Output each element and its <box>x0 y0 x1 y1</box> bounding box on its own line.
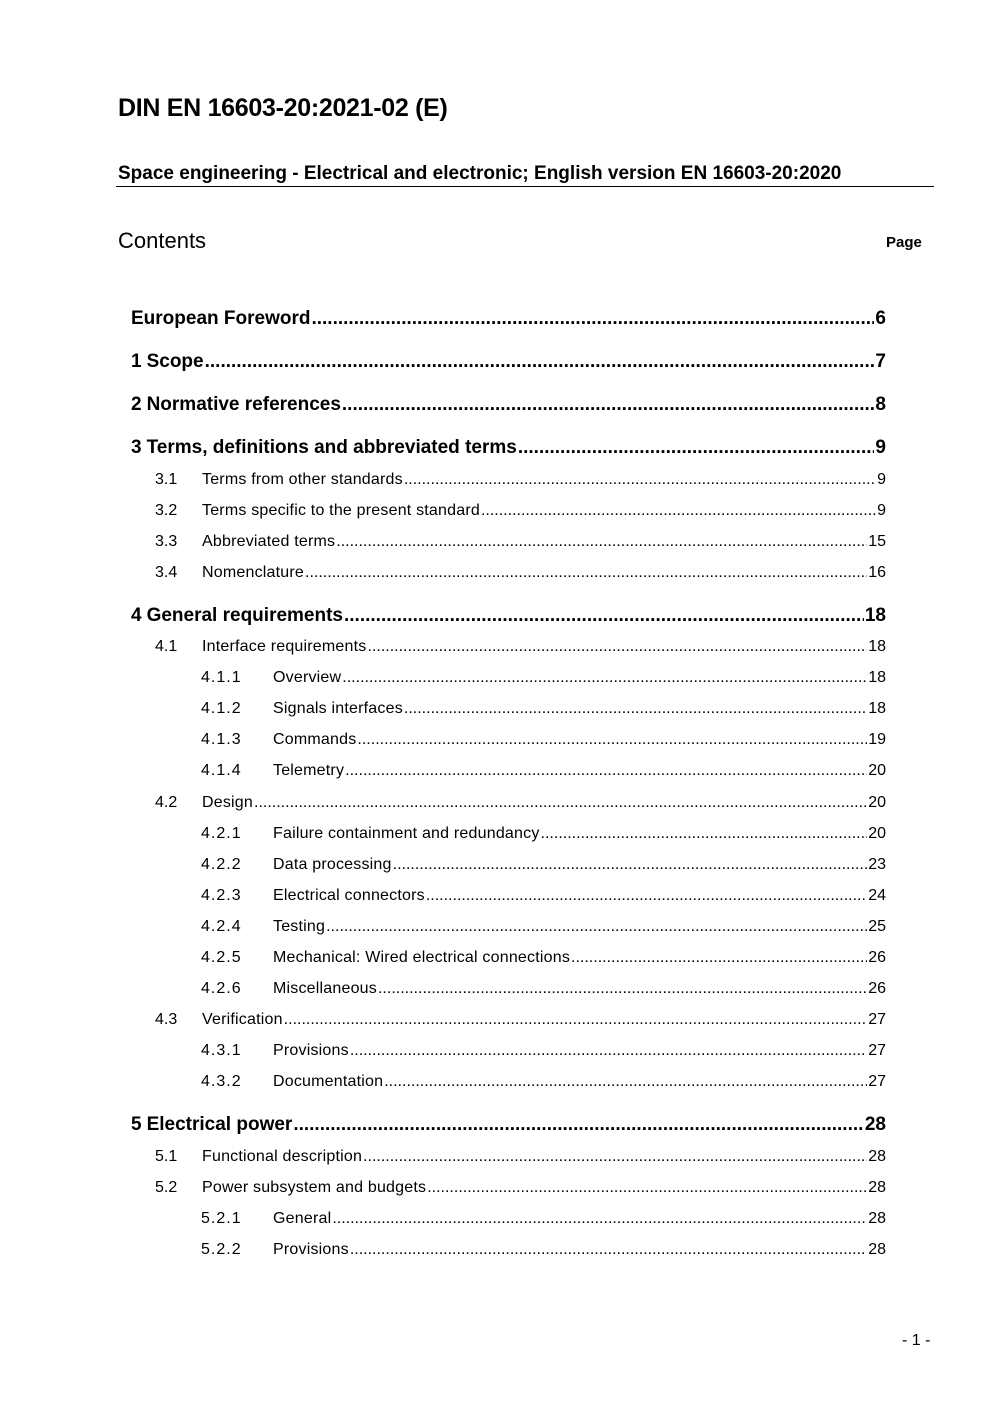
toc-entry-title: Power subsystem and budgets <box>202 1179 427 1196</box>
toc-dot-leader <box>293 1114 864 1136</box>
toc-entry-page: 18 <box>868 669 886 686</box>
toc-entry-page: 7 <box>875 351 886 372</box>
toc-entry-title: Mechanical: Wired electrical connections <box>273 949 571 966</box>
toc-entry-number: 4.2.2 <box>201 856 242 873</box>
toc-entry-number: 3.1 <box>155 471 178 488</box>
toc-entry-page: 15 <box>868 533 886 550</box>
toc-entry[interactable] <box>201 1042 886 1060</box>
toc-entry[interactable] <box>201 825 886 843</box>
toc-dot-leader <box>336 533 867 551</box>
toc-entry[interactable] <box>155 1179 886 1197</box>
toc-entry-number: 4.2.4 <box>201 918 242 935</box>
toc-dot-leader <box>427 1179 867 1197</box>
toc-entry[interactable] <box>201 669 886 687</box>
toc-entry[interactable] <box>131 308 886 330</box>
toc-entry-page: 9 <box>875 437 886 458</box>
toc-entry-number: 3.2 <box>155 502 178 519</box>
toc-entry-number: 1 <box>131 351 142 372</box>
toc-entry-number: 5.2.2 <box>201 1241 242 1258</box>
toc-entry[interactable] <box>201 980 886 998</box>
toc-entry[interactable] <box>155 502 886 520</box>
toc-entry-number: 3.4 <box>155 564 178 581</box>
toc-entry-title: Electrical power <box>146 1114 293 1135</box>
toc-entry-title: Provisions <box>273 1042 349 1059</box>
toc-entry-page: 18 <box>864 605 886 626</box>
toc-entry[interactable] <box>131 394 886 416</box>
toc-entry-number: 3.3 <box>155 533 178 550</box>
toc-entry[interactable] <box>201 1073 886 1091</box>
toc-entry-title: Nomenclature <box>202 564 305 581</box>
toc-dot-leader <box>344 605 864 627</box>
toc-entry-title: Commands <box>273 731 357 748</box>
toc-entry-number: 4.3.2 <box>201 1073 242 1090</box>
toc-dot-leader <box>345 762 867 780</box>
toc-entry[interactable] <box>131 1114 886 1136</box>
toc-entry-title: Overview <box>273 669 342 686</box>
toc-entry-page: 6 <box>875 308 886 329</box>
toc-entry-title: Failure containment and redundancy <box>273 825 540 842</box>
toc-entry-page: 26 <box>868 980 886 997</box>
contents-heading: Contents <box>118 228 207 253</box>
toc-entry-page: 19 <box>868 731 886 748</box>
page-number: - 1 - <box>902 1332 931 1349</box>
toc-entry[interactable] <box>201 731 886 749</box>
toc-entry-title: Verification <box>202 1011 283 1028</box>
toc-entry-page: 20 <box>868 794 886 811</box>
toc-entry-number: 5.1 <box>155 1148 178 1165</box>
toc-entry-title: Electrical connectors <box>273 887 425 904</box>
toc-dot-leader <box>342 669 867 687</box>
toc-entry[interactable] <box>201 949 886 967</box>
toc-entry-page: 28 <box>868 1241 886 1258</box>
toc-entry[interactable] <box>155 1011 886 1029</box>
toc-dot-leader <box>357 731 867 749</box>
toc-entry-title: Documentation <box>273 1073 384 1090</box>
toc-entry-page: 18 <box>868 700 886 717</box>
toc-dot-leader <box>393 856 868 874</box>
toc-entry[interactable] <box>201 887 886 905</box>
toc-entry[interactable] <box>131 437 886 459</box>
toc-entry[interactable] <box>201 918 886 936</box>
toc-dot-leader <box>363 1148 867 1166</box>
toc-entry-number: 5.2.1 <box>201 1210 242 1227</box>
toc-entry[interactable] <box>201 700 886 718</box>
toc-entry-title: Testing <box>273 918 326 935</box>
toc-entry-page: 18 <box>868 638 886 655</box>
toc-entry-number: 5 <box>131 1114 142 1135</box>
toc-entry[interactable] <box>155 1148 886 1166</box>
toc-entry-number: 4.1.3 <box>201 731 242 748</box>
toc-entry-title: Scope <box>146 351 204 372</box>
toc-entry[interactable] <box>201 762 886 780</box>
toc-dot-leader <box>367 638 867 656</box>
toc-dot-leader <box>284 1011 868 1029</box>
toc-entry-number: 5.2 <box>155 1179 178 1196</box>
toc-entry-number: 4.3 <box>155 1011 178 1028</box>
toc-dot-leader <box>384 1073 867 1091</box>
toc-entry-title: Terms from other standards <box>202 471 403 488</box>
toc-entry-number: 4.1 <box>155 638 178 655</box>
toc-entry-page: 23 <box>868 856 886 873</box>
toc-entry[interactable] <box>201 856 886 874</box>
toc-entry-title: European Foreword <box>131 308 311 329</box>
toc-entry-title: General requirements <box>146 605 343 626</box>
toc-entry-page: 28 <box>868 1179 886 1196</box>
toc-dot-leader <box>311 308 874 330</box>
toc-dot-leader <box>326 918 867 936</box>
toc-entry-number: 3 <box>131 437 142 458</box>
toc-entry-page: 20 <box>868 825 886 842</box>
toc-dot-leader <box>305 564 867 582</box>
toc-entry-page: 28 <box>868 1148 886 1165</box>
toc-dot-leader <box>254 794 867 812</box>
toc-entry-title: Signals interfaces <box>273 700 403 717</box>
toc-dot-leader <box>350 1042 867 1060</box>
toc-entry-page: 25 <box>868 918 886 935</box>
toc-entry-page: 16 <box>868 564 886 581</box>
toc-dot-leader <box>342 394 875 416</box>
toc-entry-number: 4.3.1 <box>201 1042 242 1059</box>
toc-entry-title: Functional description <box>202 1148 363 1165</box>
toc-entry-page: 9 <box>877 502 886 519</box>
toc-entry-page: 26 <box>868 949 886 966</box>
toc-entry-page: 9 <box>877 471 886 488</box>
toc-entry-number: 4.2.1 <box>201 825 242 842</box>
toc-dot-leader <box>541 825 868 843</box>
toc-entry-page: 27 <box>868 1042 886 1059</box>
toc-dot-leader <box>332 1210 867 1228</box>
toc-entry-title: General <box>273 1210 332 1227</box>
toc-entry-number: 4.1.2 <box>201 700 242 717</box>
toc-dot-leader <box>571 949 867 967</box>
toc-dot-leader <box>426 887 867 905</box>
toc-entry-number: 2 <box>131 394 142 415</box>
toc-entry-number: 4.2.6 <box>201 980 242 997</box>
toc-entry-page: 20 <box>868 762 886 779</box>
toc-entry-page: 24 <box>868 887 886 904</box>
toc-entry-number: 4.2.3 <box>201 887 242 904</box>
toc-dot-leader <box>404 700 867 718</box>
toc-entry[interactable] <box>155 638 886 656</box>
toc-entry-title: Provisions <box>273 1241 349 1258</box>
toc-entry-page: 8 <box>875 394 886 415</box>
toc-entry-title: Abbreviated terms <box>202 533 336 550</box>
toc-entry-title: Design <box>202 794 254 811</box>
toc-entry[interactable] <box>155 564 886 582</box>
toc-entry[interactable] <box>155 533 886 551</box>
toc-dot-leader <box>205 351 875 373</box>
toc-entry-title: Data processing <box>273 856 392 873</box>
toc-entry[interactable] <box>131 351 886 373</box>
toc-entry-title: Interface requirements <box>202 638 367 655</box>
document-title: DIN EN 16603-20:2021-02 (E) <box>118 94 448 122</box>
toc-entry-title: Normative references <box>146 394 341 415</box>
toc-entry[interactable] <box>155 471 886 489</box>
document-subtitle: Space engineering - Electrical and electronic; English version EN 16603-20:2020 <box>118 163 842 184</box>
toc-dot-leader <box>350 1241 867 1259</box>
toc-entry-page: 28 <box>868 1210 886 1227</box>
toc-dot-leader <box>404 471 876 489</box>
toc-dot-leader <box>378 980 867 998</box>
toc-entry-number: 4.2 <box>155 794 178 811</box>
toc-dot-leader <box>518 437 875 459</box>
toc-entry-page: 28 <box>864 1114 886 1135</box>
toc-entry[interactable] <box>155 794 886 812</box>
page-column-label: Page <box>886 234 922 251</box>
toc-entry-page: 27 <box>868 1011 886 1028</box>
toc-entry-number: 4.1.4 <box>201 762 242 779</box>
toc-entry-page: 27 <box>868 1073 886 1090</box>
toc-entry-number: 4.2.5 <box>201 949 242 966</box>
toc-entry-title: Terms, definitions and abbreviated terms <box>146 437 517 458</box>
toc-entry-title: Terms specific to the present standard <box>202 502 480 519</box>
toc-entry-number: 4.1.1 <box>201 669 242 686</box>
toc-entry-number: 4 <box>131 605 142 626</box>
toc-entry[interactable] <box>201 1241 886 1259</box>
toc-entry-title: Telemetry <box>273 762 345 779</box>
toc-entry[interactable] <box>131 605 886 627</box>
toc-dot-leader <box>481 502 876 520</box>
toc-entry[interactable] <box>201 1210 886 1228</box>
toc-entry-title: Miscellaneous <box>273 980 377 997</box>
